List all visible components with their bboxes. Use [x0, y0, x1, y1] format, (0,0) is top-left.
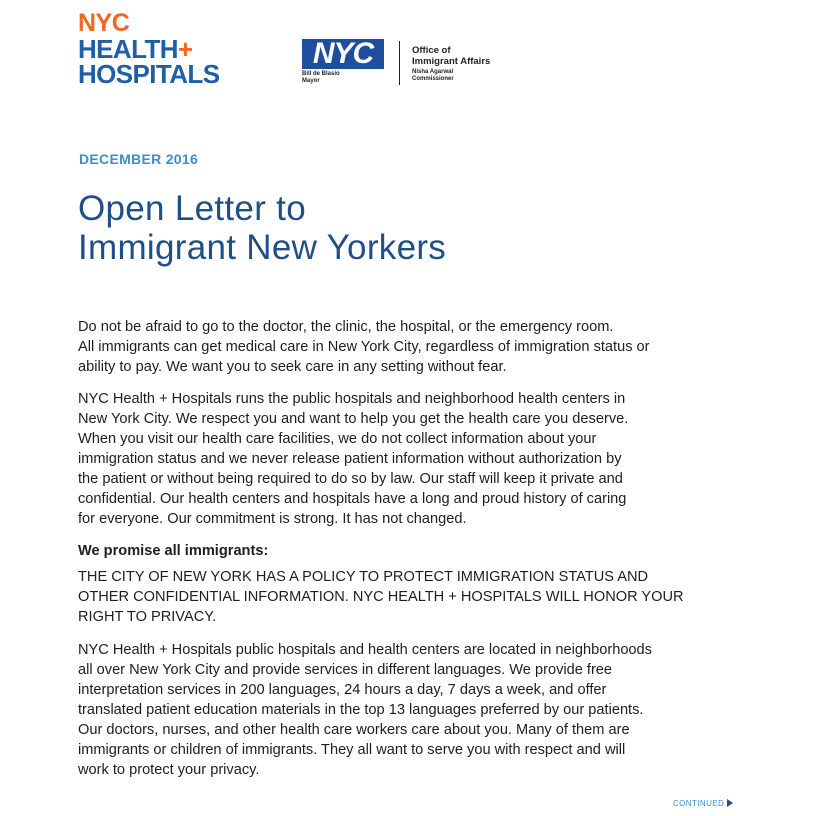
mayor-name: Bill de Blasio: [302, 71, 340, 77]
text-line: translated patient education materials in the top 13 languages preferred by our patients.: [78, 702, 644, 718]
title-line-1: Open Letter to: [78, 189, 306, 228]
nyc-health-hospitals-logo: [78, 9, 220, 89]
hh-logo-health-text: HEALTH: [78, 34, 178, 64]
hh-logo-health: [78, 34, 219, 64]
text-line: all over New York City and provide services in different languages. We provide free: [78, 662, 613, 678]
arrow-right-icon: [727, 799, 733, 807]
paragraph-intro: [78, 317, 758, 377]
text-line: interpretation services in 200 languages, 24 hours a day, 7 days a week, and offer: [78, 682, 607, 698]
text-line: NYC Health + Hospitals public hospitals and health centers are located in neighborhoods: [78, 642, 652, 658]
text-line: All immigrants can get medical care in New York City, regardless of immigration status or: [78, 339, 650, 355]
text-line: OTHER CONFIDENTIAL INFORMATION. NYC HEALTH + HOSPITALS WILL HONOR YOUR: [78, 589, 684, 605]
text-line: immigrants or children of immigrants. They all want to serve you with respect and will: [78, 742, 626, 758]
text-line: RIGHT TO PRIVACY.: [78, 609, 217, 625]
page-title: [78, 189, 446, 267]
text-line: for everyone. Our commitment is strong. It has not changed.: [78, 511, 467, 527]
mayor-title: Mayor: [302, 78, 320, 84]
paragraph-policy: [78, 567, 758, 627]
text-line: work to protect your privacy.: [78, 762, 260, 778]
paragraph-services: [78, 640, 758, 780]
letter-date: DECEMBER 2016: [79, 151, 199, 167]
text-line: Our doctors, nurses, and other health care workers care about you. Many of them are: [78, 722, 630, 738]
office-line-1: Office of: [412, 45, 451, 56]
commissioner-title: Commissioner: [412, 76, 454, 82]
text-line: the patient or without being required to do so by law. Our staff will keep it private and: [78, 471, 623, 487]
text-line: immigration status and we never release patient information without authorization by: [78, 451, 622, 467]
nyc-logo: NYC: [302, 39, 384, 69]
text-line: When you visit our health care facilities, we do not collect information about your: [78, 431, 597, 447]
paragraph-about: [78, 389, 758, 529]
hh-logo-plus: +: [177, 34, 193, 64]
hh-logo-hospitals: HOSPITALS: [78, 59, 220, 89]
text-line: confidential. Our health centers and hospitals have a long and proud history of caring: [78, 491, 627, 507]
text-line: THE CITY OF NEW YORK HAS A POLICY TO PROTECT IMMIGRATION STATUS AND: [78, 569, 649, 585]
hh-logo-nyc: NYC: [78, 9, 130, 37]
header-divider: [399, 41, 400, 85]
text-line: ability to pay. We want you to seek care in any setting without fear.: [78, 359, 507, 375]
text-line: NYC Health + Hospitals runs the public hospitals and neighborhood health centers in: [78, 391, 626, 407]
mayor-credit: [302, 71, 340, 85]
text-line: New York City. We respect you and want to help you get the health care you deserve.: [78, 411, 629, 427]
continued-link[interactable]: [673, 799, 733, 809]
commissioner-name: Nisha Agarwal: [412, 69, 454, 75]
commissioner-credit: [412, 69, 454, 83]
office-line-2: Immigrant Affairs: [412, 56, 491, 67]
promise-heading: We promise all immigrants:: [78, 543, 269, 559]
title-line-2: Immigrant New Yorkers: [78, 228, 447, 267]
continued-label: CONTINUED: [673, 799, 725, 808]
office-immigrant-affairs: [412, 45, 490, 67]
text-line: Do not be afraid to go to the doctor, the clinic, the hospital, or the emergency room.: [78, 319, 614, 335]
